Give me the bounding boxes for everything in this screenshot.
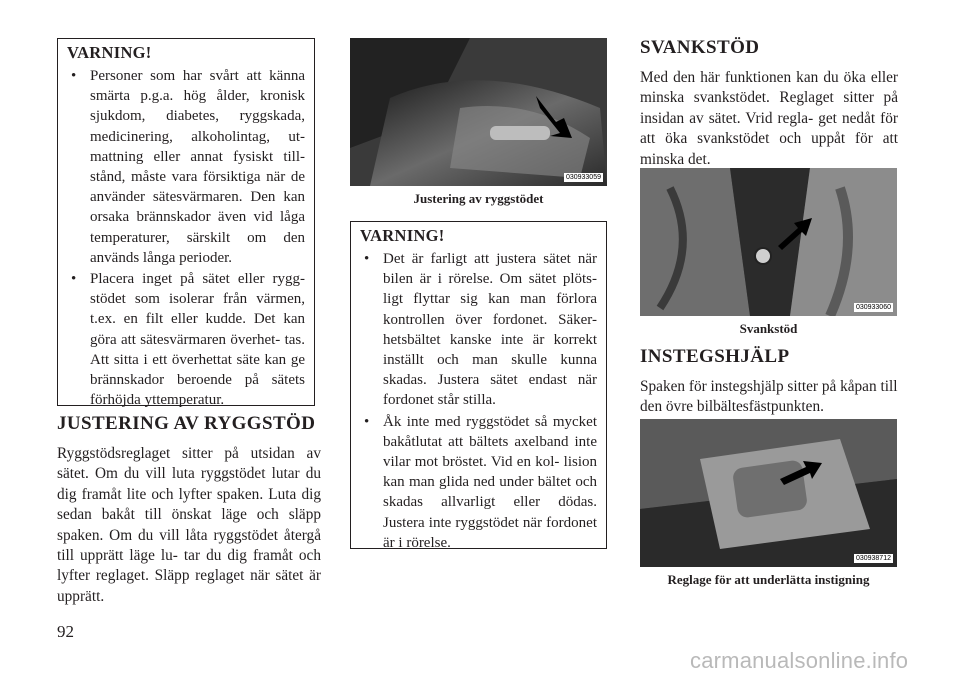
seat-side-illustration: [350, 38, 607, 186]
warning-bullet: • Åk inte med ryggstödet så mycket bakåtlutat att bältets axelband inte vilar mot bröstet. Vid en kol- lision kan man glida ned under bältet och skadas allvarligt eller dödas. Justera inte ryggstödet när fordonet är i rörelse.: [360, 412, 597, 553]
warning-bullet: • Placera inget på sätet eller rygg- stödet som isolerar från värmen, t.ex. en filt eller kudde. Det kan göra att sätesvärmaren överhet- tas. Att sitta i ett överhettat säte kan ge brännskador beroende på sätets förhöjda yttemperatur.: [67, 269, 305, 410]
photo-backrest-adjust: [350, 38, 607, 186]
photo-easy-entry: [640, 419, 897, 567]
photo-code: 030938712: [855, 555, 891, 562]
warning-bullet: • Personer som har svårt att känna smärta p.g.a. hög ålder, kronisk sjukdom, diabetes, ryggskada, medicinering, alkoholintag, ut- mattning eller annat fysiskt till- stånd, måste vara försiktiga när de använder sätesvärmaren. Den kan orsaka brännskador även vid låga temperaturer, särskilt om den används långa perioder.: [67, 66, 305, 268]
section-body-easy-entry: Spaken för instegshjälp sitter på kåpan till den övre bilbältesfästpunkten.: [640, 378, 898, 416]
seat-lumbar-illustration: [640, 168, 897, 316]
watermark: carmanualsonline.info: [690, 648, 909, 673]
photo-code: 030933060: [855, 304, 891, 311]
warning-box-heated-seat: [57, 38, 315, 409]
section-heading-easy-entry: INSTEGSHJÄLP: [640, 346, 790, 367]
caption-easy-entry: Reglage för att underlätta instigning: [667, 572, 870, 587]
section-body-lumbar: Med den här funktionen kan du öka eller minska svankstödet. Reglaget sitter på insidan av sätet. Vrid regla- get nedåt för att öka svankstödet och uppåt för att minska det.: [640, 69, 898, 168]
photo-lumbar-support: [640, 168, 897, 316]
section-heading-backrest: JUSTERING AV RYGGSTÖD: [57, 413, 316, 434]
seatbelt-anchor-illustration: [640, 419, 897, 567]
warning-title: VARNING!: [67, 43, 152, 62]
page-number: 92: [57, 622, 74, 641]
photo-code: 030933059: [565, 174, 601, 181]
warning-box-seat-adjust: [350, 221, 607, 549]
warning-bullet: • Det är farligt att justera sätet när bilen är i rörelse. Om sätet plöts- ligt flyttar sig kan man förlora kontrollen över fordonet. Säker- hetsbältet kanske inte är korrekt inställt och man skulle kunna skadas. Justera sätet endast när fordonet står stilla.: [360, 249, 597, 411]
caption-backrest: Justering av ryggstödet: [413, 191, 544, 206]
warning-title: VARNING!: [360, 226, 445, 245]
section-body-backrest: Ryggstödsreglaget sitter på utsidan av sätet. Om du vill luta ryggstödet lutar du dig framåt lite och lyfter spaken. Luta dig sedan bakåt till önskat läge och släpp spaken. Om du vill låta ryggstödet återgå till upprätt läge lu- tar du dig framåt och lyfter reglaget. Släpp reglaget när sätet är upprätt.: [57, 445, 321, 605]
caption-lumbar: Svankstöd: [739, 321, 798, 336]
section-heading-lumbar: SVANKSTÖD: [640, 37, 760, 58]
